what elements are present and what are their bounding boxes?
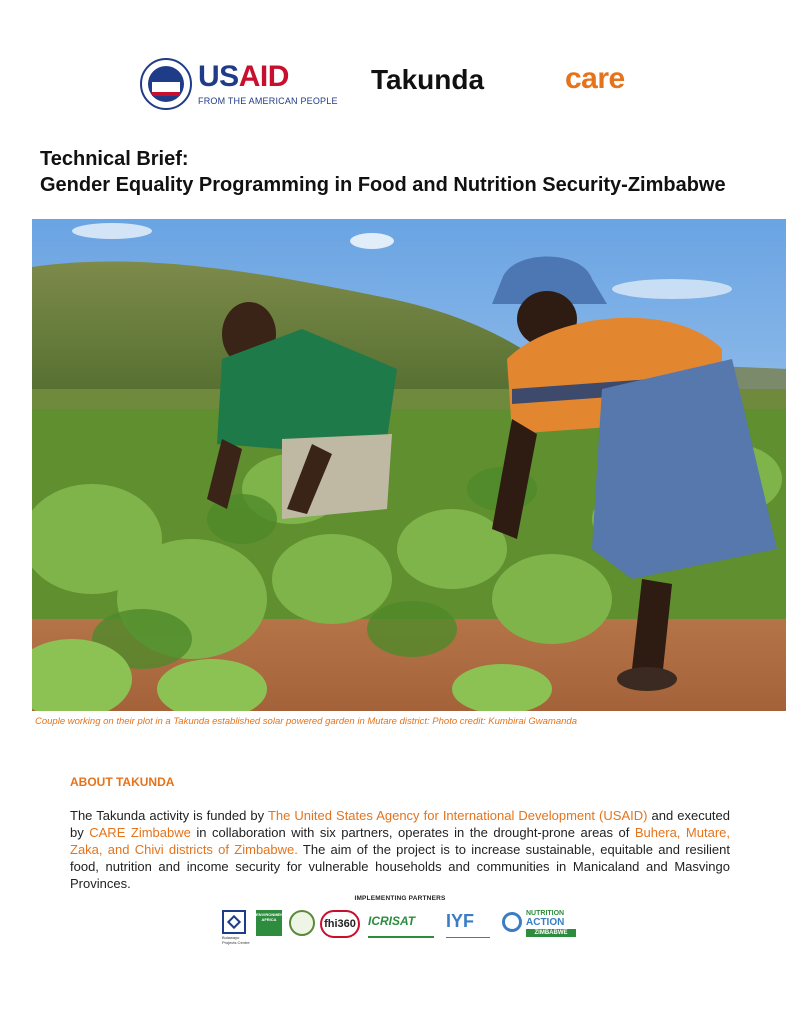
page-title <box>40 146 780 198</box>
fhi360-logo: fhi360 <box>320 910 360 938</box>
partner-logos <box>220 906 580 946</box>
districts-link[interactable]: Buhera, Mutare, Zaka, and Chivi districts of Zimbabwe. <box>70 825 731 857</box>
title-line-1: Technical Brief: <box>40 148 189 170</box>
logo-row <box>0 56 800 112</box>
about-text-4: The aim of the project is to increase sustainable, equitable and resilient food, nutrition and income security for vulnerable households and communities in Manicaland and Masvingo Provinces. <box>70 842 731 891</box>
about-heading: ABOUT TAKUNDA <box>70 775 175 789</box>
environment-africa-logo: ENVIRONMENT AFRICA <box>256 910 282 936</box>
title-line-2: Gender Equality Programming in Food and Nutrition Security-Zimbabwe <box>40 174 726 196</box>
photo-caption: Couple working on their plot in a Takunda established solar powered garden in Mutare district: Photo credit: Kumbirai Gwamanda <box>35 716 577 727</box>
seal-logo <box>289 910 315 936</box>
bulawayo-projects-centre-logo: Bulawayo Projects Centre <box>222 910 248 945</box>
icrisat-logo: ICRISAT <box>368 910 434 938</box>
garden-photo-illustration <box>32 219 786 711</box>
usaid-wordmark: USAID <box>198 60 289 93</box>
about-paragraph <box>70 807 730 892</box>
iyf-logo: IYF <box>446 910 490 938</box>
usaid-link[interactable]: The United States Agency for International Development (USAID) <box>267 808 648 823</box>
care-zimbabwe-link[interactable]: CARE Zimbabwe <box>89 825 191 840</box>
garden-photo <box>32 219 786 711</box>
nutrition-action-icon <box>502 912 522 932</box>
about-text-2: and executed by <box>70 808 730 840</box>
nutrition-action-zimbabwe-logo: NUTRITION ACTION ZIMBABWE <box>502 910 578 938</box>
usaid-logo <box>140 58 338 110</box>
partners-heading: IMPLEMENTING PARTNERS <box>354 895 446 902</box>
usaid-tagline: FROM THE AMERICAN PEOPLE <box>198 96 338 106</box>
takunda-logo: Takunda <box>371 64 485 95</box>
about-text-1: The Takunda activity is funded by <box>70 808 268 823</box>
care-logo: care <box>565 62 625 95</box>
usaid-seal-icon <box>140 58 192 110</box>
about-text-3: in collaboration with six partners, operates in the drought-prone areas of <box>190 825 635 840</box>
